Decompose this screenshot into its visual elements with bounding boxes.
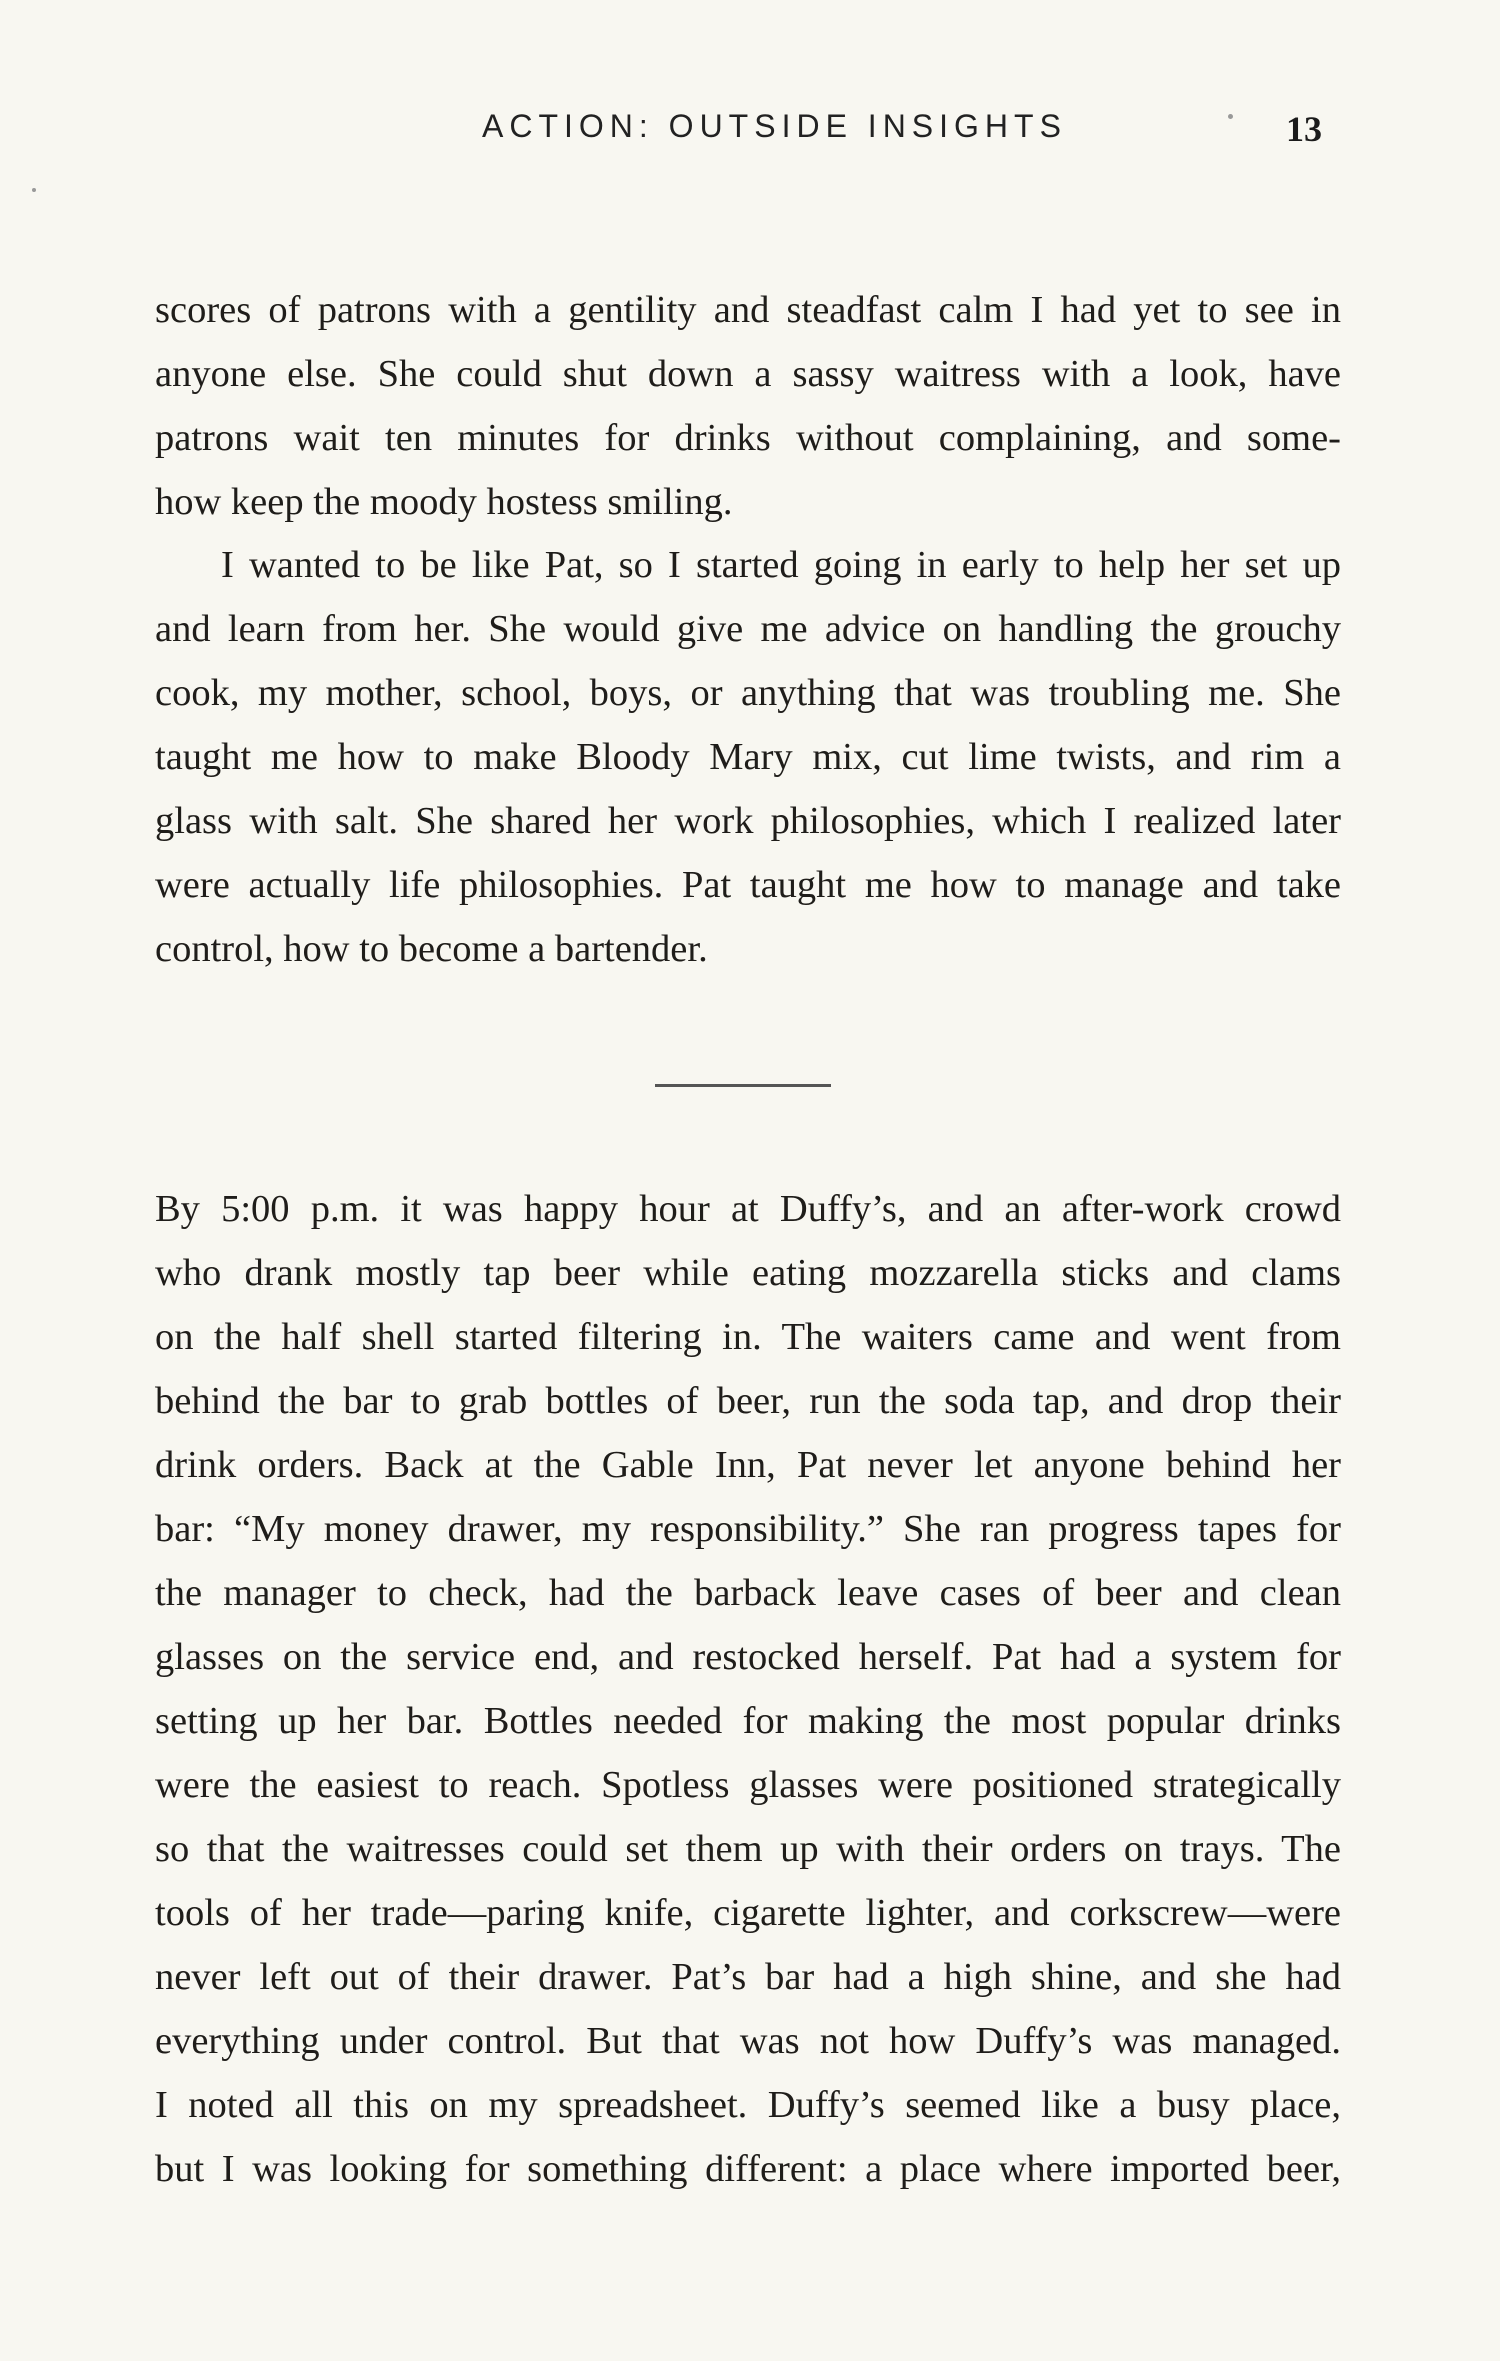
text-line: taught me how to make Bloody Mary mix, cut lime twists, and rim a <box>155 736 1341 778</box>
paragraph-3 <box>155 1177 1341 2201</box>
text-line: so that the waitresses could set them up with their orders on trays. The <box>155 1828 1341 1870</box>
text-line: were actually life philosophies. Pat taught me how to manage and take <box>155 864 1341 906</box>
text-line: anyone else. She could shut down a sassy waitress with a look, have <box>155 353 1341 395</box>
text-line: bar: “My money drawer, my responsibility.” She ran progress tapes for <box>155 1508 1341 1550</box>
text-line: patrons wait ten minutes for drinks without complaining, and some- <box>155 417 1341 459</box>
text-line: and learn from her. She would give me advice on handling the grouchy <box>155 608 1341 650</box>
text-line: scores of patrons with a gentility and steadfast calm I had yet to see in <box>155 289 1341 331</box>
text-line: were the easiest to reach. Spotless glasses were positioned strategically <box>155 1764 1341 1806</box>
paper-speck <box>32 188 36 192</box>
text-line: cook, my mother, school, boys, or anything that was troubling me. She <box>155 672 1341 714</box>
text-line: I noted all this on my spreadsheet. Duffy’s seemed like a busy place, <box>155 2084 1341 2126</box>
text-line: By 5:00 p.m. it was happy hour at Duffy’s, and an after-work crowd <box>155 1188 1341 1230</box>
text-line: how keep the moody hostess smiling. <box>155 481 733 523</box>
text-line: tools of her trade—paring knife, cigarette lighter, and corkscrew—were <box>155 1892 1341 1934</box>
text-line: the manager to check, had the barback leave cases of beer and clean <box>155 1572 1341 1614</box>
paragraph-2 <box>155 533 1341 981</box>
text-line: control, how to become a bartender. <box>155 928 708 970</box>
text-line: glasses on the service end, and restocked herself. Pat had a system for <box>155 1636 1341 1678</box>
paragraph-1 <box>155 278 1341 534</box>
running-header-title: ACTION: OUTSIDE INSIGHTS <box>482 108 1067 144</box>
paper-speck <box>1228 114 1233 119</box>
text-line: I wanted to be like Pat, so I started going in early to help her set up <box>221 544 1341 586</box>
text-line: everything under control. But that was not how Duffy’s was managed. <box>155 2020 1341 2062</box>
text-line: but I was looking for something different: a place where imported beer, <box>155 2148 1341 2190</box>
text-line: on the half shell started filtering in. The waiters came and went from <box>155 1316 1341 1358</box>
text-line: never left out of their drawer. Pat’s bar had a high shine, and she had <box>155 1956 1341 1998</box>
text-line: setting up her bar. Bottles needed for making the most popular drinks <box>155 1700 1341 1742</box>
text-line: drink orders. Back at the Gable Inn, Pat never let anyone behind her <box>155 1444 1341 1486</box>
section-divider <box>655 1084 831 1087</box>
text-line: glass with salt. She shared her work philosophies, which I realized later <box>155 800 1341 842</box>
text-line: behind the bar to grab bottles of beer, run the soda tap, and drop their <box>155 1380 1341 1422</box>
page-number: 13 <box>1286 109 1322 149</box>
text-line: who drank mostly tap beer while eating mozzarella sticks and clams <box>155 1252 1341 1294</box>
